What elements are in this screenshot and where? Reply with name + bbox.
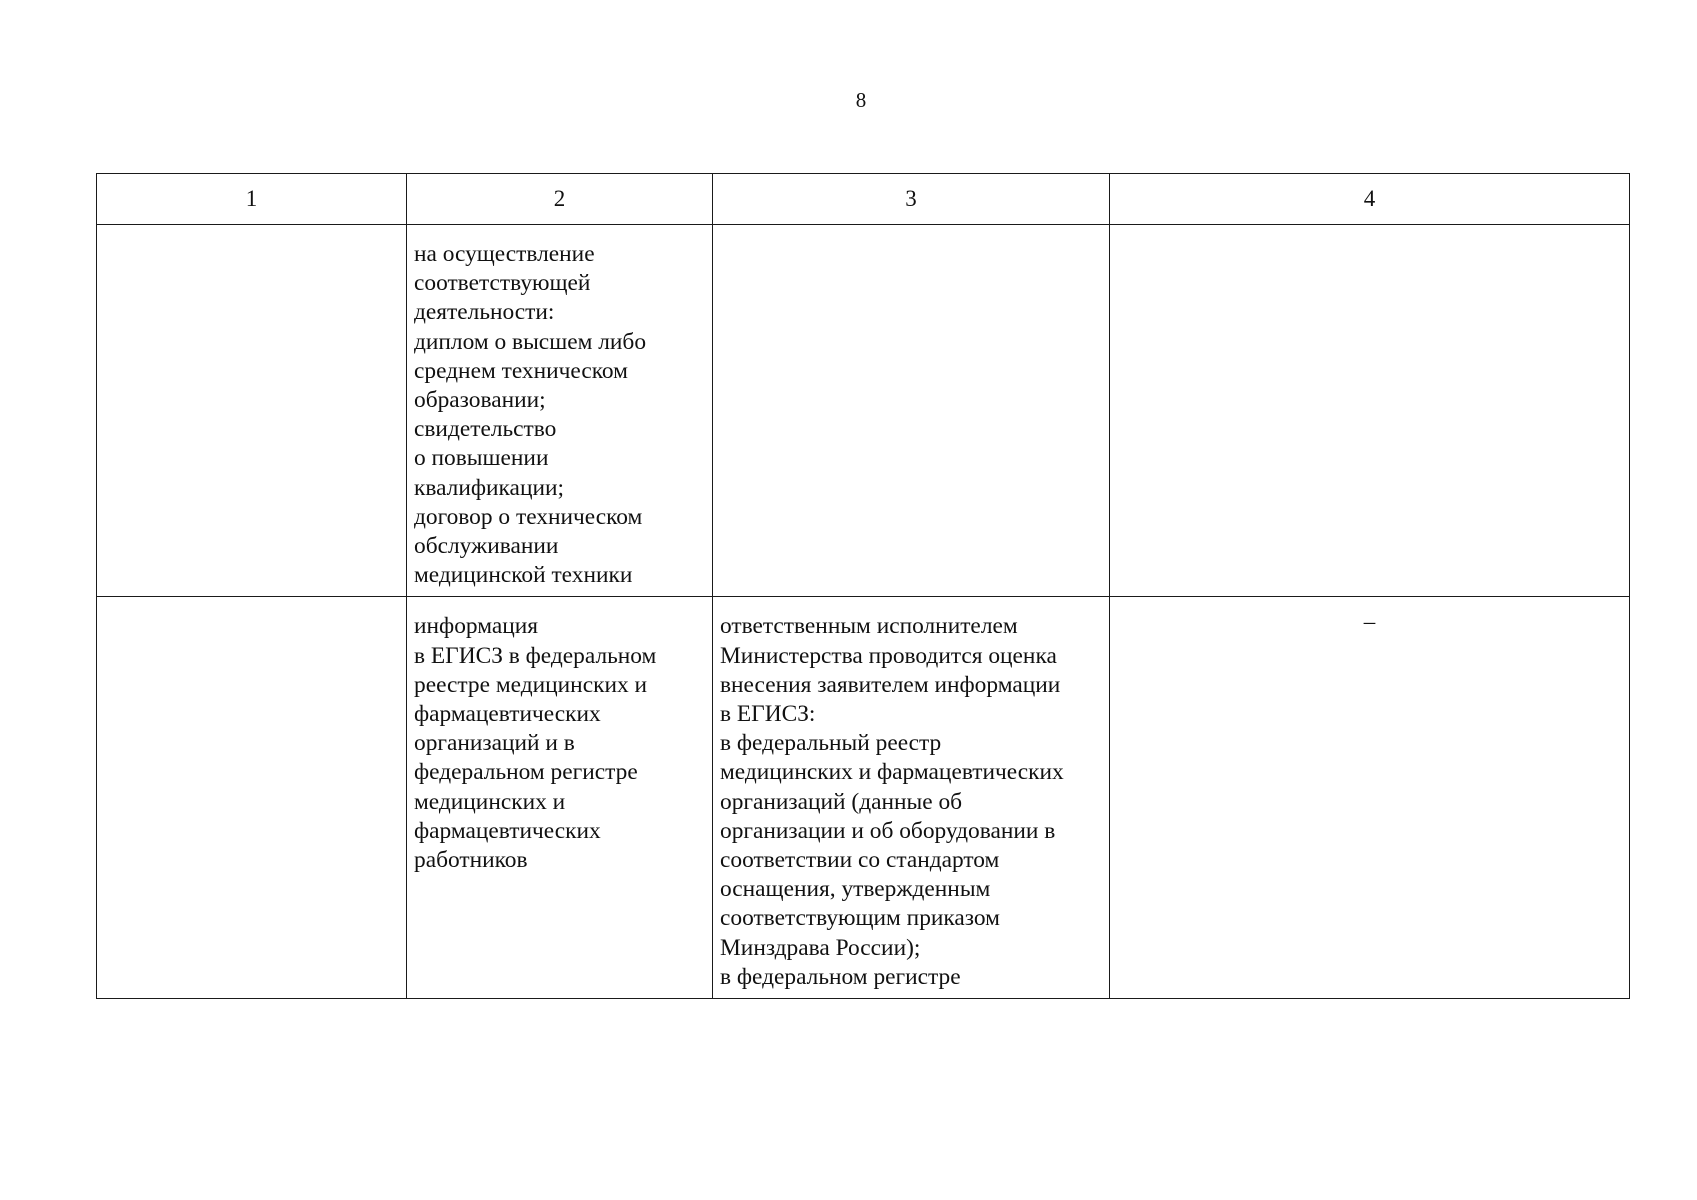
document-table [96, 173, 1630, 999]
column-header-3: 3 [713, 174, 1110, 225]
page-number: 8 [855, 88, 867, 112]
table-cell-row2-col3 [713, 597, 1110, 999]
cell-text [713, 225, 1109, 246]
cell-text [97, 225, 406, 246]
table-cell-row1-col2 [407, 225, 713, 597]
table-cell-row1-col3 [713, 225, 1110, 597]
table-cell-row2-col4 [1110, 597, 1630, 999]
dash-placeholder: – [1363, 609, 1376, 635]
table-row [97, 225, 1630, 597]
table-cell-row1-col1 [97, 225, 407, 597]
information-source-text: информация в ЕГИСЗ в федеральном реестре медицинских и фармацевтических организаций и в федеральном регистре медицинских и фармацевтических работников [414, 613, 657, 874]
table-row [97, 597, 1630, 999]
table-cell-row1-col4 [1110, 225, 1630, 597]
table-cell-row2-col1 [97, 597, 407, 999]
documents-list-text: на осуществление соответствующей деятельности: диплом о высшем либо среднем техническом образовании; свидетельство о повышении квалификации; договор о техническом обслуживании медицинской техники [414, 241, 647, 589]
column-header-4: 4 [1110, 174, 1630, 225]
table-cell-row2-col2 [407, 597, 713, 999]
cell-text [1110, 225, 1629, 246]
column-header-1: 1 [97, 174, 407, 225]
table-header-row [97, 174, 1630, 225]
cell-text [97, 597, 406, 618]
column-header-2: 2 [407, 174, 713, 225]
assessment-description-text: ответственным исполнителем Министерства проводится оценка внесения заявителем информации в ЕГИСЗ: в федеральный реестр медицинских и фармацевтических организаций (данные об организации и об оборудовании в соответствии со стандартом оснащения, утвержденным соответствующим приказом Минздрава России); в федеральном регистре [720, 613, 1064, 990]
